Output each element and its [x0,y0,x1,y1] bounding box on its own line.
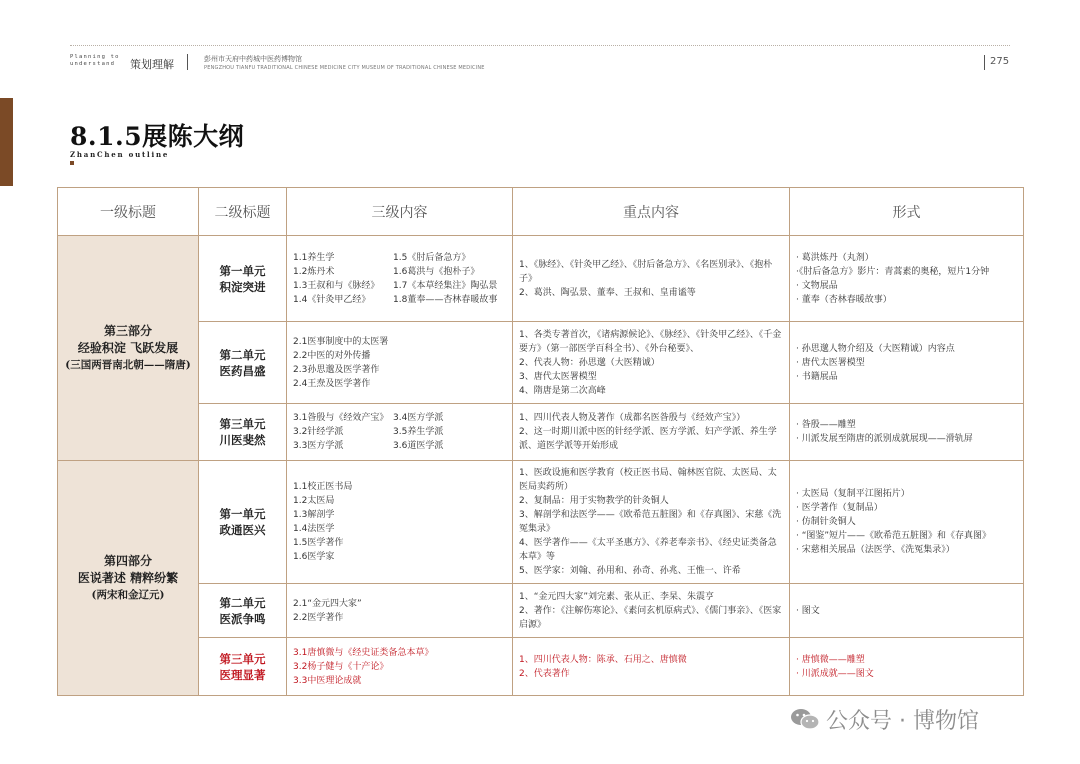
header-divider [187,54,188,70]
form-cell [790,584,1024,638]
part-theme: 医说著述 精粹纷繁 [77,570,179,585]
form-item: · 唐代太医署模型 [796,357,865,368]
form-item: · 仿制针灸铜人 [796,517,856,527]
level3-item: 1.3王叔和与《脉经》 [293,280,380,291]
form-item: · 唐慎微——雕塑 [796,654,865,665]
table-row [58,322,1024,404]
level3-item: 2.1“金元四大家” [293,598,362,609]
unit-name: 政通医兴 [219,523,266,537]
form-item: ·《肘后备急方》影片：青蒿素的奥秘，短片1分钟 [796,266,990,277]
part-period: (两宋和金辽元) [91,588,165,601]
part-title-cell [58,236,199,461]
level3-item: 3.2针经学派 [293,427,344,437]
unit-number: 第二单元 [219,347,266,362]
key-content-cell [513,236,790,322]
level3-item: 1.5医学著作 [293,538,344,548]
form-item: · 川派发展至隋唐的派别成就展现——滑轨屏 [796,434,973,444]
column-header-key-content: 重点内容 [513,188,790,236]
header-museum-name: 彭州市天府中药城中医药博物馆 [204,55,302,63]
key-content-item: 4、隋唐是第二次高峰 [519,385,606,396]
unit-name: 医派争鸣 [219,611,266,626]
table-header-row [58,188,1024,236]
table-row [58,584,1024,638]
form-item: · 书籍展品 [796,371,838,382]
exhibition-outline-table [57,187,1024,696]
key-content-cell [513,461,790,584]
level3-content-cell [287,404,513,461]
table-row [58,236,1024,322]
unit-title-cell [199,584,287,638]
level3-item: 1.2炼丹术 [293,266,335,277]
level3-item: 1.7《本草经集注》陶弘景 [393,280,498,291]
key-content-item: 2、代表人物：孙思邈（大医精诚） [519,357,660,368]
key-content-item: 3、解剖学和法医学——《欧希范五脏图》和《存真图》、宋慈《洗冤集录》 [519,510,782,534]
column-header-level3: 三级内容 [287,188,513,236]
unit-number: 第一单元 [219,263,266,278]
level3-item: 3.4医方学派 [393,413,444,423]
form-item: · 孙思邈人物介绍及（大医精诚）内容点 [796,343,955,354]
unit-number: 第三单元 [219,417,266,431]
level3-item: 3.3中医理论成就 [293,675,362,686]
form-item: · 川派成就——图文 [796,668,874,679]
key-content-item: 1、医政设施和医学教育（校正医书局、翰林医官院、太医局、太医局卖药所） [519,468,777,492]
level3-item: 3.2杨子健与《十产论》 [293,661,389,672]
part-period: (三国两晋南北朝——隋唐) [65,358,191,371]
watermark [790,704,1050,734]
header-chapter-title: 策划理解 [130,58,174,71]
level3-item: 1.4《针灸甲乙经》 [293,294,371,305]
form-cell [790,236,1024,322]
form-item: · 文物展品 [796,280,838,291]
key-content-item: 2、著作：《注解伤寒论》、《素问玄机原病式》、《儒门事亲》、《医家启源》 [519,605,782,630]
key-content-cell [513,638,790,696]
table-row [58,461,1024,584]
level3-item: 1.2太医局 [293,496,335,506]
part-number: 第四部分 [103,553,152,568]
level3-item: 1.6医学家 [293,552,335,562]
level3-item: 1.1养生学 [293,252,335,263]
form-cell [790,322,1024,404]
form-cell [790,638,1024,696]
page-header [70,52,1010,72]
level3-content-cell [287,236,513,322]
header-english-label: Planning to understand [70,54,120,67]
watermark-text: 公众号 · 博物馆 [826,709,979,734]
form-item: · 太医局（复制平江图拓片） [796,489,910,499]
key-content-item: 2、代表著作 [519,668,570,679]
level3-item: 1.8董奉——杏林春暖故事 [393,294,498,305]
key-content-item: 2、葛洪、陶弘景、董奉、王叔和、皇甫谧等 [519,287,696,298]
table-row [58,638,1024,696]
level3-item: 3.1昝殷与《经效产宝》 [293,413,389,423]
level3-grid [293,411,506,453]
key-content-item: 1、“金元四大家”刘完素、张从正、李杲、朱震亨 [519,591,715,602]
part-theme: 经验积淀 飞跃发展 [77,340,179,355]
unit-number: 第三单元 [219,651,266,666]
chapter-marker-bar [0,98,13,186]
unit-title-cell [199,236,287,322]
unit-name: 医药昌盛 [219,363,266,378]
key-content-item: 5、医学家：刘翰、孙用和、孙奇、孙兆、王惟一、许希 [519,566,741,576]
unit-name: 川医斐然 [219,433,266,447]
level3-item: 1.6葛洪与《抱朴子》 [393,266,480,277]
level3-content-cell [287,461,513,584]
level3-item: 3.6道医学派 [393,441,444,451]
form-item: · “图鉴”短片——《欧希范五脏图》和《存真图》 [796,531,992,541]
unit-number: 第一单元 [219,507,266,521]
level3-item: 1.5《肘后备急方》 [393,252,471,263]
level3-item: 3.1唐慎微与《经史证类备急本草》 [293,647,434,658]
section-subtitle: ZhanChen outline [70,150,170,159]
level3-content-cell [287,322,513,404]
section-marker [70,161,74,165]
level3-item: 1.3解剖学 [293,510,335,520]
header-museum-english: PENGZHOU TIANFU TRADITIONAL CHINESE MEDICINE CITY MUSEUM OF TRADITIONAL CHINESE MEDICINE [204,65,485,71]
form-item: · 宋慈相关展品（法医学、《洗冤集录》） [796,545,955,555]
level3-grid [293,251,506,307]
unit-title-cell [199,322,287,404]
key-content-item: 1、《脉经》、《针灸甲乙经》、《肘后备急方》、《名医别录》、《抱朴子》 [519,259,773,284]
level3-content-cell [287,584,513,638]
form-item: · 医学著作（复制品） [796,503,883,513]
unit-number: 第二单元 [219,595,266,610]
section-title: 8.1.5展陈大纲 [70,122,245,151]
key-content-item: 4、医学著作——《太平圣惠方》、《养老奉亲书》、《经史证类备急本草》等 [519,538,777,562]
level3-item: 2.3孙思邈及医学著作 [293,364,380,375]
form-item: · 董奉（杏林春暖故事） [796,294,892,305]
unit-name: 积淀突进 [219,279,266,294]
header-dotted-rule [70,45,1010,46]
level3-content-cell [287,638,513,696]
form-item: · 昝殷——雕塑 [796,420,856,430]
unit-name: 医理显著 [219,667,266,682]
key-content-cell [513,404,790,461]
form-item: · 图文 [796,605,820,616]
column-header-level2: 二级标题 [199,188,287,236]
key-content-item: 2、这一时期川派中医的针经学派、医方学派、妇产学派、养生学派、道医学派等开始形成 [519,427,777,451]
level3-item: 3.3医方学派 [293,441,344,451]
form-cell [790,461,1024,584]
level3-item: 1.4法医学 [293,524,335,534]
column-header-form: 形式 [790,188,1024,236]
unit-title-cell [199,638,287,696]
level3-item: 2.4王焘及医学著作 [293,378,371,389]
key-content-item: 1、各类专著首次，《诸病源候论》、《脉经》、《针灸甲乙经》、《千金要方》（第一部医学百科全书）、《外台秘要》、 [519,329,782,354]
wechat-icon [790,707,820,731]
table-row [58,404,1024,461]
column-header-level1: 一级标题 [58,188,199,236]
level3-item: 2.2中医的对外传播 [293,350,371,361]
part-title-cell [58,461,199,696]
form-item: · 葛洪炼丹（丸剂） [796,252,874,263]
key-content-cell [513,584,790,638]
level3-item: 2.2医学著作 [293,612,344,623]
level3-item: 3.5养生学派 [393,427,444,437]
part-number: 第三部分 [103,323,152,338]
key-content-item: 2、复制品：用于实物教学的针灸铜人 [519,496,669,506]
key-content-cell [513,322,790,404]
key-content-item: 1、四川代表人物：陈承、石用之、唐慎微 [519,654,687,665]
level3-item: 2.1医事制度中的太医署 [293,336,389,347]
key-content-item: 1、四川代表人物及著作（成都名医昝殷与《经效产宝》） [519,413,746,423]
unit-title-cell [199,404,287,461]
form-cell [790,404,1024,461]
unit-title-cell [199,461,287,584]
page-number: 275 [990,56,1010,67]
level3-item: 1.1校正医书局 [293,482,353,492]
page-number-divider [984,55,985,70]
key-content-item: 3、唐代太医署模型 [519,371,597,382]
